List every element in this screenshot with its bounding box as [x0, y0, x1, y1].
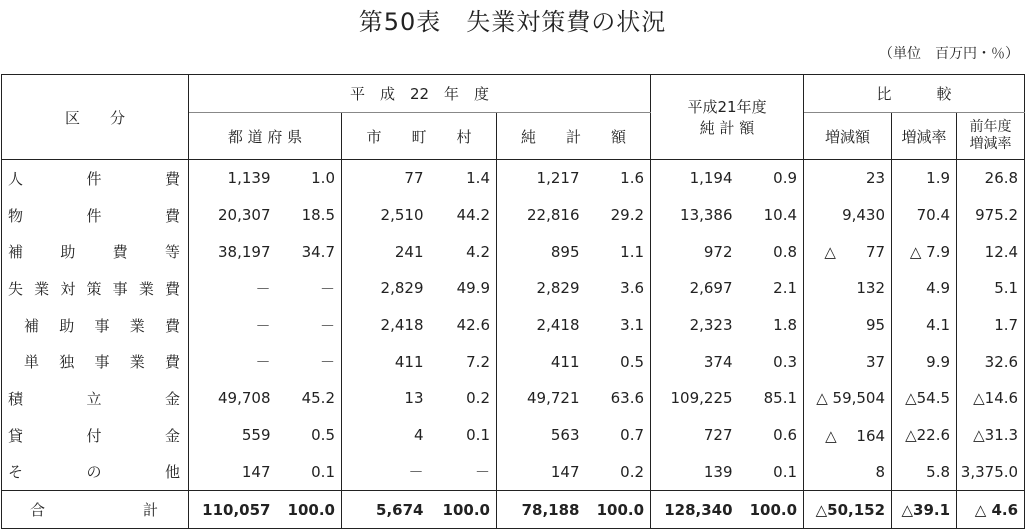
- table-row: [2, 197, 1025, 234]
- row-label: 積立金: [2, 380, 189, 417]
- header-rate: 増減率: [892, 113, 957, 160]
- row-label: 失業対策事業費: [2, 270, 189, 307]
- cell-fy21: 374: [703, 352, 733, 371]
- cell-fy21: 128,340: [651, 491, 739, 529]
- header-comparison: 比 較: [804, 75, 1025, 113]
- cell-fy21-pct: 10.4: [739, 197, 804, 234]
- cell-prev: △14.6: [957, 380, 1025, 417]
- cell-fy21: 2,697: [689, 279, 733, 298]
- cell-muni-pct: 7.2: [430, 343, 497, 380]
- header-diff: 増減額: [804, 113, 892, 160]
- cell-fy21: 2,323: [689, 316, 733, 335]
- cell-fy21-pct: 85.1: [739, 380, 804, 417]
- cell-net-pct: 0.2: [586, 454, 651, 491]
- cell-prev: 32.6: [957, 343, 1025, 380]
- cell-pref: 559: [241, 426, 271, 445]
- cell-fy21-pct: 100.0: [739, 491, 804, 529]
- header-net-total: 純 計 額: [497, 113, 651, 160]
- cell-net-pct: 0.5: [586, 343, 651, 380]
- cell-rate: 70.4: [892, 197, 957, 234]
- table-row: [2, 380, 1025, 417]
- cell-pref: 49,708: [218, 389, 271, 408]
- cell-rate: 5.8: [892, 454, 957, 491]
- table-row: [2, 307, 1025, 344]
- cell-muni-pct: 0.2: [430, 380, 497, 417]
- cell-fy21-pct: 0.8: [739, 233, 804, 270]
- cell-rate: △ 7.9: [892, 233, 957, 270]
- cell-rate: △54.5: [892, 380, 957, 417]
- cell-prev: 26.8: [957, 160, 1025, 197]
- cell-diff: △50,152: [804, 491, 892, 529]
- cell-fy21: 139: [703, 462, 733, 481]
- cell-net-pct: 0.7: [586, 417, 651, 454]
- cell-muni: 2,829: [380, 279, 424, 298]
- cell-pref-pct: 0.5: [277, 417, 342, 454]
- cell-muni-pct: 49.9: [430, 270, 497, 307]
- cell-prev: 1.7: [957, 307, 1025, 344]
- cell-prev: 3,375.0: [957, 454, 1025, 491]
- cell-diff: 8: [804, 454, 892, 491]
- cell-muni: －: [408, 463, 424, 482]
- cell-net-pct: 29.2: [586, 197, 651, 234]
- row-label: 補助事業費: [2, 307, 189, 344]
- cell-diff: △ 164: [804, 417, 892, 454]
- cell-prev: 12.4: [957, 233, 1025, 270]
- cell-net: 895: [550, 242, 580, 261]
- cell-muni-pct: 0.1: [430, 417, 497, 454]
- table-row: [2, 270, 1025, 307]
- cell-fy21: 13,386: [680, 206, 733, 225]
- unemployment-measures-table: [1, 74, 1025, 529]
- row-label: 単独事業費: [2, 343, 189, 380]
- header-municipal: 市 町 村: [342, 113, 497, 160]
- cell-rate: △39.1: [892, 491, 957, 529]
- cell-pref: 110,057: [189, 491, 277, 529]
- header-fy21-line2: 純 計 額: [699, 119, 755, 137]
- cell-muni-pct: 100.0: [430, 491, 497, 529]
- header-prefecture: 都 道 府 県: [189, 113, 342, 160]
- cell-pref-pct: －: [277, 343, 342, 380]
- cell-pref: －: [255, 316, 271, 335]
- cell-prev: 5.1: [957, 270, 1025, 307]
- cell-pref-pct: 45.2: [277, 380, 342, 417]
- cell-fy21: 1,194: [689, 169, 733, 188]
- cell-fy21: 109,225: [670, 389, 733, 408]
- cell-muni-pct: 42.6: [430, 307, 497, 344]
- cell-net-pct: 100.0: [586, 491, 651, 529]
- cell-net-pct: 3.6: [586, 270, 651, 307]
- cell-muni: 2,418: [380, 316, 424, 335]
- cell-diff: 95: [804, 307, 892, 344]
- cell-pref: －: [255, 353, 271, 372]
- cell-rate: 4.9: [892, 270, 957, 307]
- cell-diff: 23: [804, 160, 892, 197]
- cell-net: 49,721: [527, 389, 580, 408]
- cell-pref-pct: 1.0: [277, 160, 342, 197]
- row-label: 合計: [2, 491, 189, 529]
- cell-net-pct: 63.6: [586, 380, 651, 417]
- cell-muni: 241: [394, 242, 424, 261]
- cell-net-pct: 3.1: [586, 307, 651, 344]
- cell-net-pct: 1.6: [586, 160, 651, 197]
- table-body: [2, 160, 1025, 529]
- cell-net-pct: 1.1: [586, 233, 651, 270]
- unit-note: （単位 百万円・％）: [879, 46, 1019, 62]
- cell-pref-pct: 100.0: [277, 491, 342, 529]
- cell-net: 563: [550, 426, 580, 445]
- cell-muni-pct: 1.4: [430, 160, 497, 197]
- table-row: [2, 343, 1025, 380]
- cell-fy21-pct: 0.6: [739, 417, 804, 454]
- cell-net: 2,418: [536, 316, 580, 335]
- header-prev-line2: 増減率: [969, 136, 1012, 152]
- cell-pref-pct: 18.5: [277, 197, 342, 234]
- row-label: 貸付金: [2, 417, 189, 454]
- cell-fy21-pct: 0.1: [739, 454, 804, 491]
- cell-rate: 1.9: [892, 160, 957, 197]
- cell-net: 2,829: [536, 279, 580, 298]
- cell-pref: 1,139: [227, 169, 271, 188]
- table-title: 第50表 失業対策費の状況: [358, 8, 667, 36]
- header-prev-rate: [957, 113, 1025, 160]
- cell-fy21-pct: 0.3: [739, 343, 804, 380]
- cell-pref: 147: [241, 462, 271, 481]
- cell-prev: 975.2: [957, 197, 1025, 234]
- cell-fy21: 972: [703, 242, 733, 261]
- table-row: [2, 233, 1025, 270]
- cell-net: 22,816: [527, 206, 580, 225]
- table-row: [2, 417, 1025, 454]
- cell-muni: 77: [404, 169, 424, 188]
- cell-fy21: 727: [703, 426, 733, 445]
- cell-muni: 411: [394, 352, 424, 371]
- cell-diff: △ 77: [804, 233, 892, 270]
- cell-muni: 5,674: [342, 491, 430, 529]
- header-fy21: [651, 75, 804, 160]
- cell-diff: △ 59,504: [804, 380, 892, 417]
- table-row: [2, 454, 1025, 491]
- cell-muni-pct: －: [430, 454, 497, 491]
- cell-rate: 4.1: [892, 307, 957, 344]
- row-label: 物件費: [2, 197, 189, 234]
- cell-pref: 20,307: [218, 206, 271, 225]
- cell-diff: 9,430: [804, 197, 892, 234]
- cell-pref: －: [255, 279, 271, 298]
- cell-muni: 2,510: [380, 206, 424, 225]
- row-label: その他: [2, 454, 189, 491]
- table-row: [2, 160, 1025, 197]
- cell-pref-pct: －: [277, 307, 342, 344]
- cell-pref-pct: －: [277, 270, 342, 307]
- cell-muni: 4: [413, 426, 424, 445]
- cell-muni: 13: [404, 389, 424, 408]
- cell-rate: △22.6: [892, 417, 957, 454]
- cell-pref-pct: 34.7: [277, 233, 342, 270]
- cell-muni-pct: 44.2: [430, 197, 497, 234]
- cell-net: 78,188: [497, 491, 586, 529]
- cell-net: 411: [550, 352, 580, 371]
- cell-pref-pct: 0.1: [277, 454, 342, 491]
- cell-pref: 38,197: [218, 242, 271, 261]
- cell-net: 1,217: [536, 169, 580, 188]
- row-label: 補助費等: [2, 233, 189, 270]
- header-fy22: 平 成 22 年 度: [189, 75, 651, 113]
- cell-prev: △31.3: [957, 417, 1025, 454]
- header-prev-line1: 前年度: [969, 119, 1012, 135]
- header-fy21-line1: 平成21年度: [687, 98, 767, 116]
- cell-fy21-pct: 2.1: [739, 270, 804, 307]
- table-row: [2, 491, 1025, 529]
- cell-muni-pct: 4.2: [430, 233, 497, 270]
- cell-fy21-pct: 0.9: [739, 160, 804, 197]
- cell-rate: 9.9: [892, 343, 957, 380]
- cell-diff: 132: [804, 270, 892, 307]
- cell-prev: △ 4.6: [957, 491, 1025, 529]
- row-label: 人件費: [2, 160, 189, 197]
- cell-net: 147: [550, 462, 580, 481]
- cell-diff: 37: [804, 343, 892, 380]
- header-division: 区 分: [2, 75, 189, 160]
- cell-fy21-pct: 1.8: [739, 307, 804, 344]
